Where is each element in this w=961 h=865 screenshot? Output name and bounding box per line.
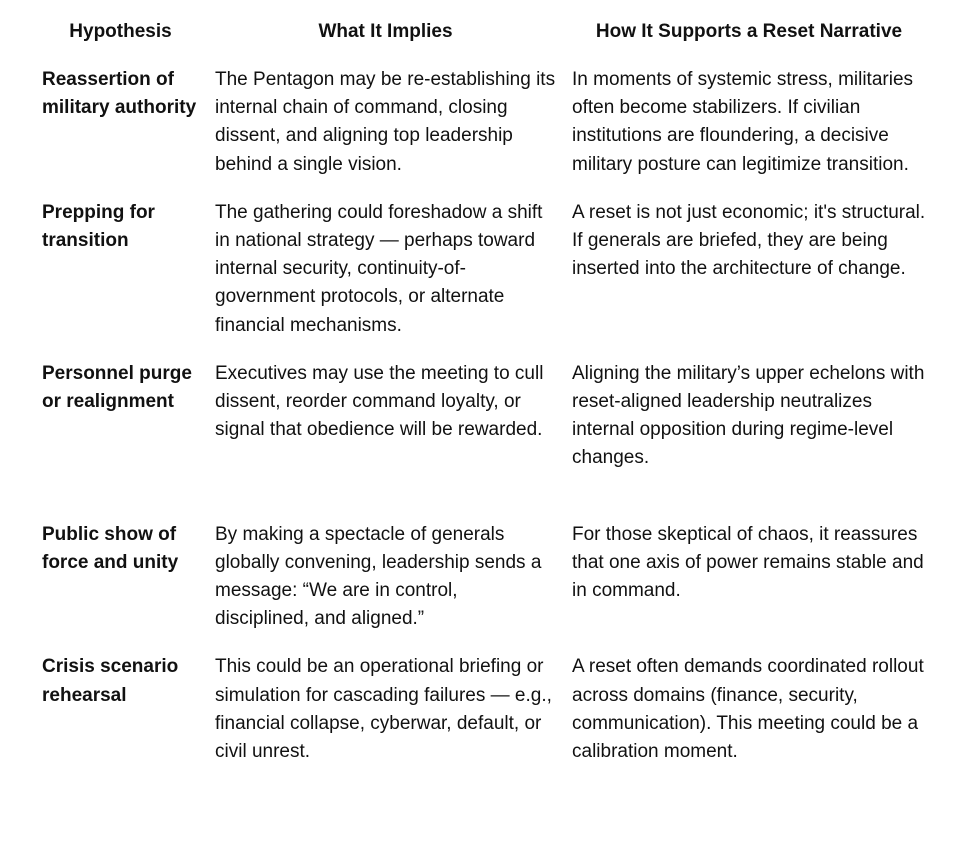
hypothesis-cell: Crisis scenario rehearsal [42,656,179,706]
table-row [34,360,934,521]
hypothesis-cell: Prepping for transition [42,201,155,252]
hypothesis-table [34,16,934,786]
header-hypothesis: Hypothesis [69,21,172,42]
table-row [34,66,934,199]
header-reset-narrative: How It Supports a Reset Narrative [595,21,903,42]
hypothesis-cell: Personnel purge or realignment [42,362,192,413]
header-row [34,16,934,66]
supports-cell: For those skeptical of chaos, it reassures that one axis of power remains stable and in command. [572,523,924,602]
implies-cell: The gathering could foreshadow a shift in national strategy — perhaps toward internal security, continuity-of-government protocols, or alternate financial mechanisms. [215,201,543,336]
table-body [34,66,934,786]
supports-cell: A reset often demands coordinated rollout across domains (finance, security, communication). This meeting could be a calibration moment. [572,656,924,763]
table-row [34,199,934,360]
implies-cell: This could be an operational briefing or simulation for cascading failures — e.g., financial collapse, cyberwar, default, or civil unrest. [215,656,552,763]
supports-cell: A reset is not just economic; it's structural. If generals are briefed, they are being inserted into the architecture of change. [572,201,926,280]
implies-cell: By making a spectacle of generals globally convening, leadership sends a message: “We are in control, disciplined, and aligned.” [215,523,542,630]
implies-cell: The Pentagon may be re-establishing its internal chain of command, closing dissent, and aligning top leadership behind a single vision. [215,69,556,175]
table-row [34,521,934,654]
table-header [34,16,934,66]
header-what-it-implies: What It Implies [318,21,453,42]
hypothesis-cell: Public show of force and unity [42,523,179,573]
supports-cell: Aligning the military’s upper echelons with reset-aligned leadership neutralizes internal opposition during regime-level changes. [572,362,925,469]
table-row [34,653,934,786]
hypothesis-cell: Reassertion of military authority [42,69,197,119]
implies-cell: Executives may use the meeting to cull dissent, reorder command loyalty, or signal that obedience will be rewarded. [215,362,544,441]
supports-cell: In moments of systemic stress, militaries often become stabilizers. If civilian institutions are floundering, a decisive military posture can legitimize transition. [572,69,914,175]
